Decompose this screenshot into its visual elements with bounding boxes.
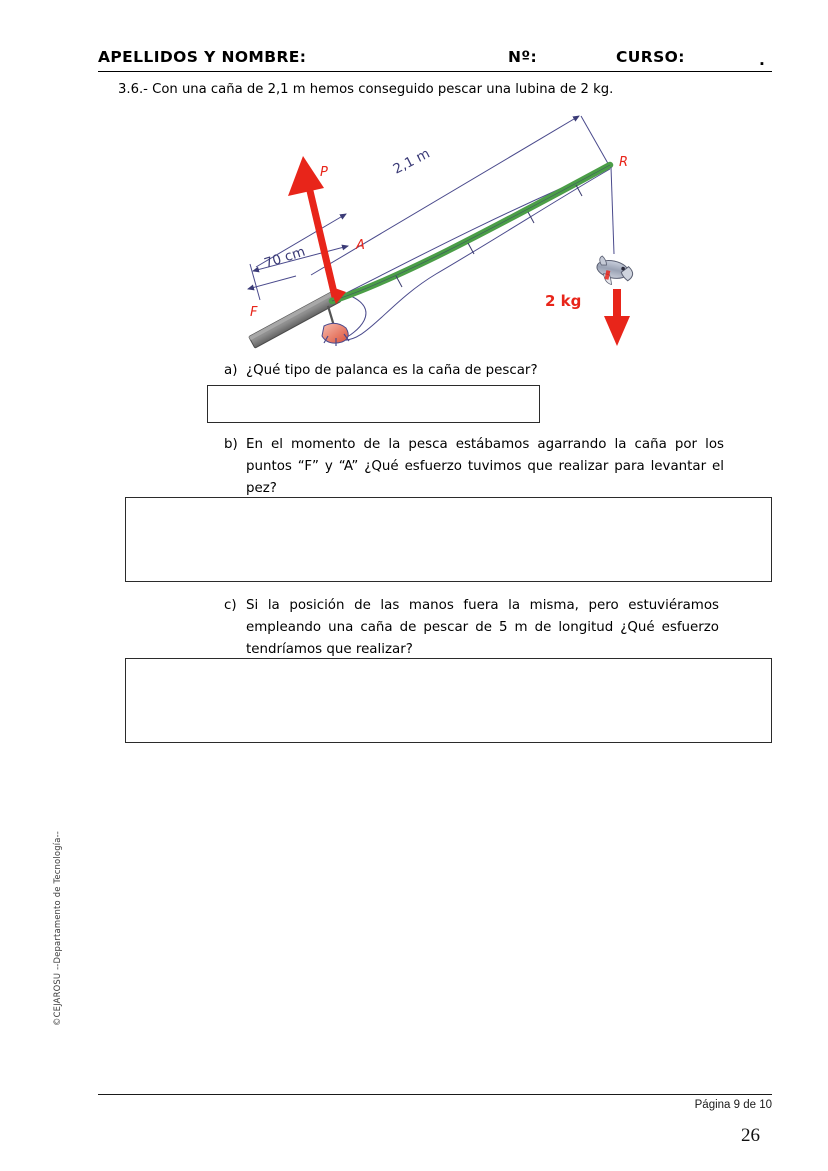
answer-box-c[interactable] bbox=[125, 658, 772, 743]
question-b bbox=[224, 434, 724, 500]
header-fields-row bbox=[98, 48, 772, 72]
header-label-course: CURSO: bbox=[616, 48, 685, 66]
footer-divider bbox=[98, 1094, 772, 1095]
svg-text:2,1 m: 2,1 m bbox=[390, 145, 433, 178]
answer-box-b[interactable] bbox=[125, 497, 772, 582]
question-c bbox=[224, 595, 719, 661]
footer-page-indicator: Página 9 de 10 bbox=[694, 1099, 772, 1111]
header-label-number: Nº: bbox=[508, 48, 538, 66]
svg-text:R: R bbox=[619, 155, 629, 170]
svg-text:A: A bbox=[356, 238, 365, 253]
svg-text:F: F bbox=[250, 305, 258, 320]
header-underline bbox=[98, 71, 772, 72]
question-c-marker: c) bbox=[224, 598, 237, 613]
svg-text:70 cm: 70 cm bbox=[262, 243, 308, 272]
side-credit-text: ©CEJAROSU --Departamento de Tecnología-- bbox=[52, 830, 62, 1026]
fishing-rod-lever-diagram bbox=[236, 104, 656, 359]
svg-text:P: P bbox=[320, 165, 328, 180]
question-a bbox=[224, 360, 644, 382]
svg-text:2 kg: 2 kg bbox=[545, 292, 582, 310]
question-c-text: Si la posición de las manos fuera la misma, pero estuviéramos empleando una caña de pescar de 5 m de longitud ¿Qué esfuerzo tendríamos que realizar? bbox=[246, 598, 719, 657]
question-a-text: ¿Qué tipo de palanca es la caña de pescar? bbox=[246, 363, 538, 378]
question-a-marker: a) bbox=[224, 363, 238, 378]
header-trailing-dot: . bbox=[759, 51, 765, 69]
footer-page-number: 26 bbox=[741, 1125, 760, 1146]
question-b-text: En el momento de la pesca estábamos agarrando la caña por los puntos “F” y “A” ¿Qué esfuerzo tuvimos que realizar para levantar el pez? bbox=[246, 437, 724, 496]
exercise-statement: 3.6.- Con una caña de 2,1 m hemos conseguido pescar una lubina de 2 kg. bbox=[118, 82, 614, 97]
answer-box-a[interactable] bbox=[207, 385, 540, 423]
header-label-name: APELLIDOS Y NOMBRE: bbox=[98, 48, 307, 66]
question-b-marker: b) bbox=[224, 437, 238, 452]
